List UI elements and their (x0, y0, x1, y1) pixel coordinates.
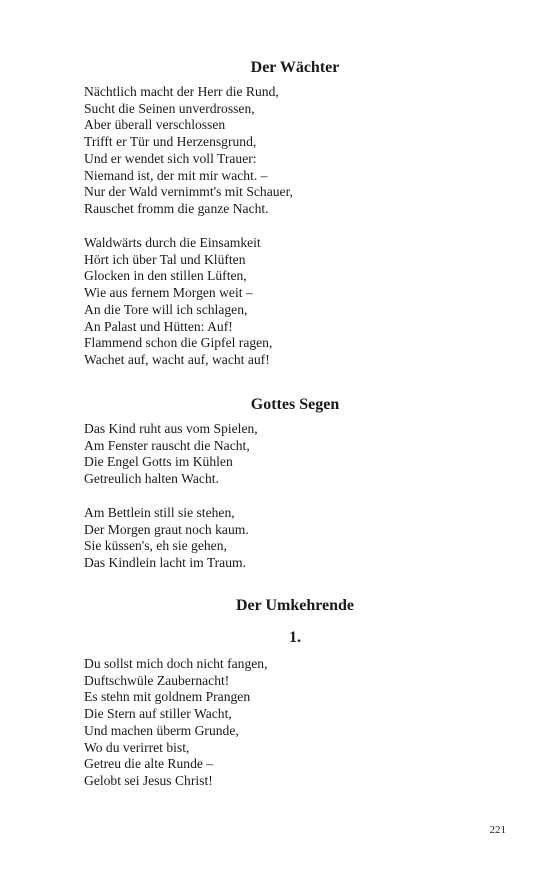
verse-line: An Palast und Hütten: Auf! (84, 318, 233, 334)
verse-line: Am Fenster rauscht die Nacht, (84, 437, 250, 453)
verse-line: Aber überall verschlossen (84, 117, 226, 133)
verse-line: Duftschwüle Zaubernacht! (84, 672, 230, 688)
verse-line: Und er wendet sich voll Trauer: (84, 150, 257, 166)
verse-line: An die Tore will ich schlagen, (84, 301, 248, 317)
verse-line: Es stehn mit goldnem Prangen (84, 689, 251, 705)
verse-line: Gelobt sei Jesus Christ! (84, 772, 213, 788)
verse-line: Das Kind ruht aus vom Spielen, (84, 421, 258, 436)
verse-line: Das Kindlein lacht im Traum. (84, 555, 246, 571)
stanza-waechter-2 (84, 235, 504, 369)
stanza-waechter-1 (84, 84, 504, 218)
verse-line: Nächtlich macht der Herr die Rund, (84, 84, 279, 99)
verse-line: Rauschet fromm die ganze Nacht. (84, 200, 269, 216)
verse-line: Waldwärts durch die Einsamkeit (84, 235, 261, 250)
page-number: 221 (489, 824, 506, 836)
verse-line: Glocken in den stillen Lüften, (84, 268, 247, 284)
poem-title-der-umkehrende: Der Umkehrende (235, 597, 355, 614)
verse-line: Am Bettlein still sie stehen, (84, 505, 235, 520)
poem-title-der-waechter: Der Wächter (250, 59, 340, 76)
verse-line: Flammend schon die Gipfel ragen, (84, 335, 273, 351)
poem-section-number: 1. (289, 629, 301, 646)
verse-line: Nur der Wald vernimmt's mit Schauer, (84, 184, 293, 200)
stanza-segen-1 (84, 421, 504, 488)
verse-line: Du sollst mich doch nicht fangen, (84, 656, 268, 671)
verse-line: Der Morgen graut noch kaum. (84, 521, 249, 537)
verse-line: Getreu die alte Runde – (84, 756, 214, 772)
verse-line: Sie küssen's, eh sie gehen, (84, 538, 227, 554)
stanza-segen-2 (84, 505, 504, 572)
verse-line: Sucht die Seinen unverdrossen, (84, 100, 255, 116)
verse-line: Wo du verirret bist, (84, 739, 190, 755)
verse-line: Die Engel Gotts im Kühlen (84, 454, 233, 470)
verse-line: Niemand ist, der mit mir wacht. – (84, 167, 268, 183)
stanza-umkehrende-1 (84, 656, 504, 790)
verse-line: Hört ich über Tal und Klüften (84, 251, 246, 267)
verse-line: Und machen überm Grunde, (84, 722, 239, 738)
verse-line: Die Stern auf stiller Wacht, (84, 706, 232, 722)
verse-line: Trifft er Tür und Herzensgrund, (84, 134, 257, 150)
verse-line: Getreulich halten Wacht. (84, 471, 219, 487)
verse-line: Wie aus fernem Morgen weit – (84, 285, 253, 301)
verse-line: Wachet auf, wacht auf, wacht auf! (84, 351, 270, 367)
poem-title-gottes-segen: Gottes Segen (250, 396, 340, 413)
